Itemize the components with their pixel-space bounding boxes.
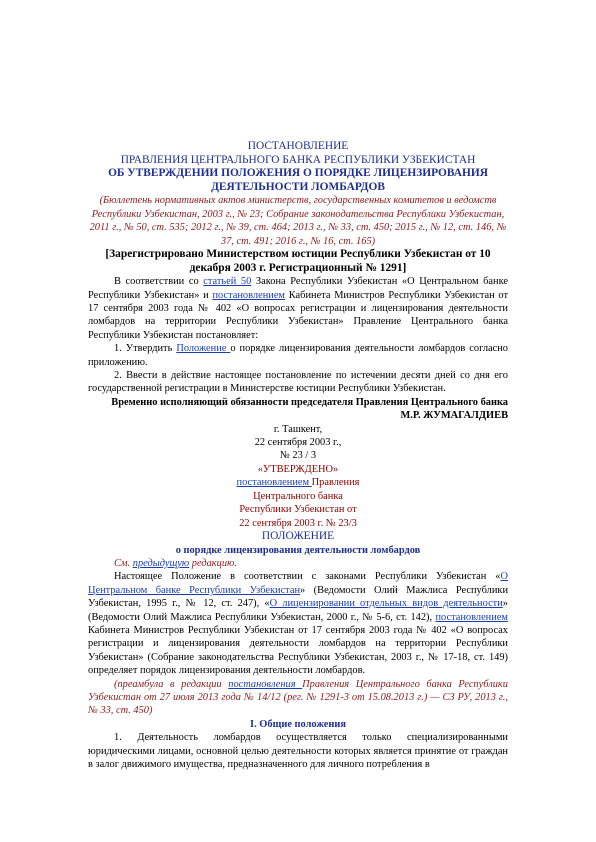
regulation-preamble (88, 570, 508, 677)
reg-p1-d: Кабинета Министров Республики Узбекистан от 17 сентября 2003 года № 402 «О вопросах регистрации и лицензирования деятельности ломбардов на территории Республики Узбекистан» (Собрание законодательства Республики Узбекистан, 2003 г., № 17-18, ст. 149) определяет порядок лицензирования деятельности ломбардов. (88, 624, 508, 677)
edition-resolution-link[interactable]: постановления (228, 678, 303, 690)
doc-sources: (Бюллетень нормативных актов министерств, государственных комитетов и ведомств Республики Узбекистан, 2003 г., № 23; Собрание законодательства Республики Узбекистан, 2011 г., № 50, ст. 535; 2012 г., № 39, ст. 464; 2013 г., № 33, ст. 450; 2015 г., № 12, ст. 146, № 37, ст. 491; 2016 г., № 16, ст. 165) (89, 195, 507, 247)
reg-p1-c: » (Ведомости Олий Мажлиса Республики Узбекистан, 2000 г., № 5-6, ст. 142), (88, 598, 508, 623)
licensing-law-link[interactable]: О лицензировании отдельных видов деятельности (269, 598, 503, 610)
see-prefix: См. (114, 557, 133, 569)
document-page (88, 140, 508, 771)
signature-position: Временно исполняющий обязанности председателя Правления Центрального банка (111, 396, 508, 408)
regulation-link[interactable]: Положение (176, 343, 231, 355)
regulation-subheading: о порядке лицензирования деятельности ломбардов (175, 544, 421, 556)
approval-resolution-link[interactable]: постановлением (236, 477, 312, 489)
approved-label: «УТВЕРЖДЕНО» (257, 463, 339, 475)
see-previous-note (88, 557, 508, 570)
reg-p1-a: Настоящее Положение в соответствии с законами Республики Узбекистан « (114, 571, 501, 583)
preamble-text-2: Закона Республики Узбекистан «О Центральном банке Республики Узбекистан» и (88, 276, 508, 301)
doc-issuer: ПРАВЛЕНИЯ ЦЕНТРАЛЬНОГО БАНКА РЕСПУБЛИКИ УЗБЕКИСТАН (120, 153, 476, 166)
approval-line-2: Республики Узбекистан от (239, 504, 357, 516)
approval-line-3: 22 сентября 2003 г. № 23/3 (239, 517, 357, 529)
central-bank-law-link[interactable]: О Центральном банке Республики Узбекистан (88, 571, 508, 596)
cabinet-resolution-link-2[interactable]: постановлением (435, 611, 508, 623)
doc-registration: [Зарегистрировано Министерством юстиции Республики Узбекистан от 10 декабря 2003 г. Регистрационный № 1291] (105, 248, 491, 274)
approval-line-1: Центрального банка (253, 490, 343, 502)
note-b: Правления Центрального банка Республики Узбекистан от 27 июля 2013 года № 14/12 (рег. № 1291-3 от 15.08.2013 г.) — СЗ РУ, 2013 г., № 33, ст. 450) (88, 678, 508, 717)
regulation-heading: ПОЛОЖЕНИЕ (261, 529, 335, 542)
doc-title: ОБ УТВЕРЖДЕНИИ ПОЛОЖЕНИЯ О ПОРЯДКЕ ЛИЦЕНЗИРОВАНИЯ ДЕЯТЕЛЬНОСТИ ЛОМБАРДОВ (108, 167, 488, 193)
approval-line-0-text: Правления (311, 477, 360, 489)
section-1-item-1: 1. Деятельность ломбардов осуществляется только специализированными юридическими лицами, основной целью деятельности которых является принятие от граждан в залог движимого имущества, предназначенного для личного потребления в (88, 732, 508, 770)
article-50-link[interactable]: статьей 50 (203, 276, 252, 288)
item-1-text-a: 1. Утвердить (114, 343, 177, 355)
signature-name: М.Р. ЖУМАГАЛДИЕВ (400, 410, 508, 422)
section-1-heading: I. Общие положения (250, 718, 346, 730)
date: 22 сентября 2003 г., (254, 437, 342, 449)
preamble-paragraph (88, 275, 508, 342)
preamble-edition-note (88, 678, 508, 718)
city: г. Ташкент, (273, 423, 323, 435)
reg-p1-b: » (Ведомости Олий Мажлиса Республики Узбекистан, 1995 г., № 12, ст. 247), « (88, 584, 508, 610)
preamble-text-3: Кабинета Министров Республики Узбекистан от 17 сентября 2003 года № 402 «О вопросах регистрации и лицензирования деятельности ломбардов на территории Республики Узбекистан» Правление Центрального банка Республики Узбекистан постановляет: (88, 289, 508, 341)
item-1-text-b: о порядке лицензирования деятельности ломбардов согласно приложению. (88, 343, 509, 368)
item-1 (88, 342, 508, 369)
approval-line-0 (88, 476, 508, 489)
previous-edition-link[interactable]: предыдущую (132, 557, 190, 569)
preamble-text-1: В соответствии со (114, 276, 204, 288)
note-a: (преамбула в редакции (114, 678, 229, 690)
cabinet-resolution-link[interactable]: постановлением (212, 289, 286, 301)
see-suffix: редакцию. (189, 557, 237, 569)
item-2: 2. Ввести в действие настоящее постановление по истечении десяти дней со дня его государственной регистрации в Министерстве юстиции Республики Узбекистан. (88, 370, 508, 395)
doc-type: ПОСТАНОВЛЕНИЕ (247, 140, 349, 152)
doc-number: № 23 / 3 (279, 450, 317, 462)
